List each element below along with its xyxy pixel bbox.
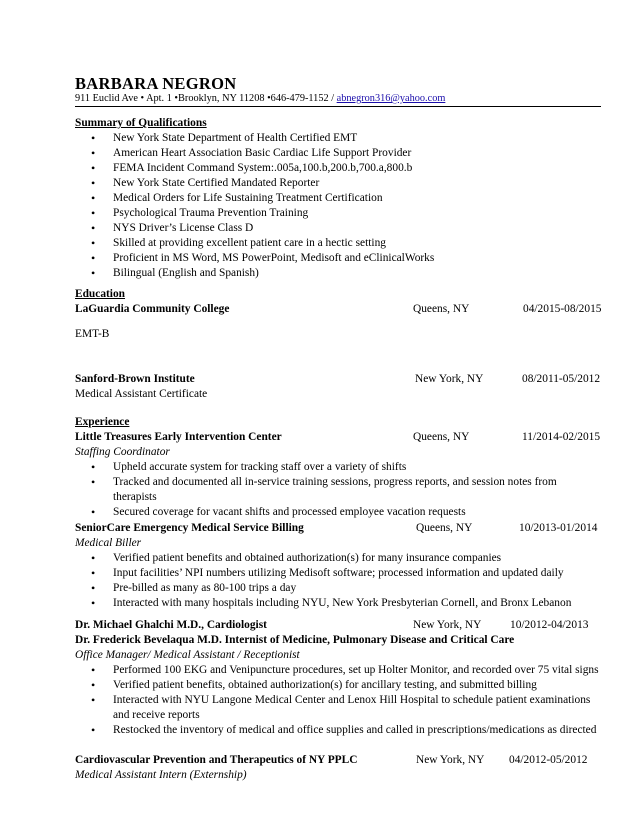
job-org: Dr. Michael Ghalchi M.D., Cardiologist [75,619,267,631]
job-header [75,618,603,633]
job-dates: 10/2012-04/2013 [510,619,589,631]
job-dates: 11/2014-02/2015 [522,431,601,443]
job-header [75,430,603,445]
education-detail: Medical Assistant Certificate [75,388,208,400]
summary-item: • NYS Driver’s License Class D [75,221,603,236]
job-entry [75,521,603,611]
job-bullet: • Restocked the inventory of medical and office supplies and called in prescriptions/medications as directed [75,723,603,738]
education-detail: EMT-B [75,328,110,340]
education-location: New York, NY [415,373,484,385]
job-bullet: • Interacted with NYU Langone Medical Center and Lenox Hill Hospital to schedule patient examinations and receive reports [75,693,603,723]
education-section [75,287,603,342]
job-org: Cardiovascular Prevention and Therapeutics of NY PPLC [75,754,358,766]
education-org: LaGuardia Community College [75,303,230,315]
job-bullet: • Tracked and documented all in-service training sessions, progress reports, and session notes from therapists [75,475,603,505]
summary-item: • Proficient in MS Word, MS PowerPoint, Medisoft and eClinicalWorks [75,251,603,266]
job-role: Medical Biller [75,537,142,549]
job-location: Queens, NY [413,431,470,443]
job-dates: 04/2012-05/2012 [509,754,588,766]
summary-item: • New York State Department of Health Certified EMT [75,131,603,146]
contact-address-phone: 911 Euclid Ave • Apt. 1 •Brooklyn, NY 11208 •646-479-1152 / [75,93,337,104]
experience-title: Experience [75,416,130,428]
job-bullet: • Pre-billed as many as 80-100 trips a day [75,581,603,596]
education-entry-header [75,372,603,387]
job-entry [75,753,603,783]
education-entry-header [75,302,603,317]
summary-item: • Skilled at providing excellent patient care in a hectic setting [75,236,603,251]
job-dates: 10/2013-01/2014 [519,522,598,534]
summary-list [75,131,603,281]
job-header [75,521,603,536]
summary-section [75,116,603,281]
job-location: New York, NY [416,754,485,766]
job-bullet: • Performed 100 EKG and Venipuncture procedures, set up Holter Monitor, and recorded over 75 vital signs [75,663,603,678]
job-bullets [75,663,603,738]
job-org-secondary: Dr. Frederick Bevelaqua M.D. Internist of Medicine, Pulmonary Disease and Critical Care [75,634,515,646]
summary-item: • Bilingual (English and Spanish) [75,266,603,281]
contact-line [75,92,601,107]
job-role: Medical Assistant Intern (Externship) [75,769,247,781]
summary-item: • Psychological Trauma Prevention Training [75,206,603,221]
job-location: Queens, NY [416,522,473,534]
job-bullets [75,460,603,520]
summary-item: • American Heart Association Basic Cardiac Life Support Provider [75,146,603,161]
job-bullet: • Verified patient benefits, obtained authorization(s) for ancillary testing, and submitted billing [75,678,603,693]
summary-item: • FEMA Incident Command System:.005a,100.b,200.b,700.a,800.b [75,161,603,176]
candidate-name: BARBARA NEGRON [75,74,237,93]
education-location: Queens, NY [413,303,470,315]
education-title: Education [75,288,126,300]
job-org: SeniorCare Emergency Medical Service Billing [75,522,304,534]
job-bullet: • Input facilities’ NPI numbers utilizing Medisoft software; processed information and updated daily [75,566,603,581]
job-org: Little Treasures Early Intervention Center [75,431,282,443]
job-role: Office Manager/ Medical Assistant / Receptionist [75,649,300,661]
education-dates: 04/2015-08/2015 [523,303,602,315]
education-org: Sanford-Brown Institute [75,373,195,385]
job-bullet: • Upheld accurate system for tracking staff over a variety of shifts [75,460,603,475]
job-role: Staffing Coordinator [75,446,170,458]
education-entry [75,372,603,402]
summary-item: • New York State Certified Mandated Reporter [75,176,603,191]
education-dates: 08/2011-05/2012 [522,373,601,385]
email-link[interactable]: abnegron316@yahoo.com [336,93,446,104]
job-entry [75,618,603,738]
job-bullet: • Verified patient benefits and obtained authorization(s) for many insurance companies [75,551,603,566]
summary-title: Summary of Qualifications [75,117,207,129]
experience-section [75,415,603,520]
job-bullet: • Interacted with many hospitals including NYU, New York Presbyterian Cornell, and Bronx Lebanon [75,596,603,611]
job-location: New York, NY [413,619,482,631]
job-bullet: • Secured coverage for vacant shifts and processed employee vacation requests [75,505,603,520]
job-bullets [75,551,603,611]
summary-item: • Medical Orders for Life Sustaining Treatment Certification [75,191,603,206]
job-header [75,753,603,768]
